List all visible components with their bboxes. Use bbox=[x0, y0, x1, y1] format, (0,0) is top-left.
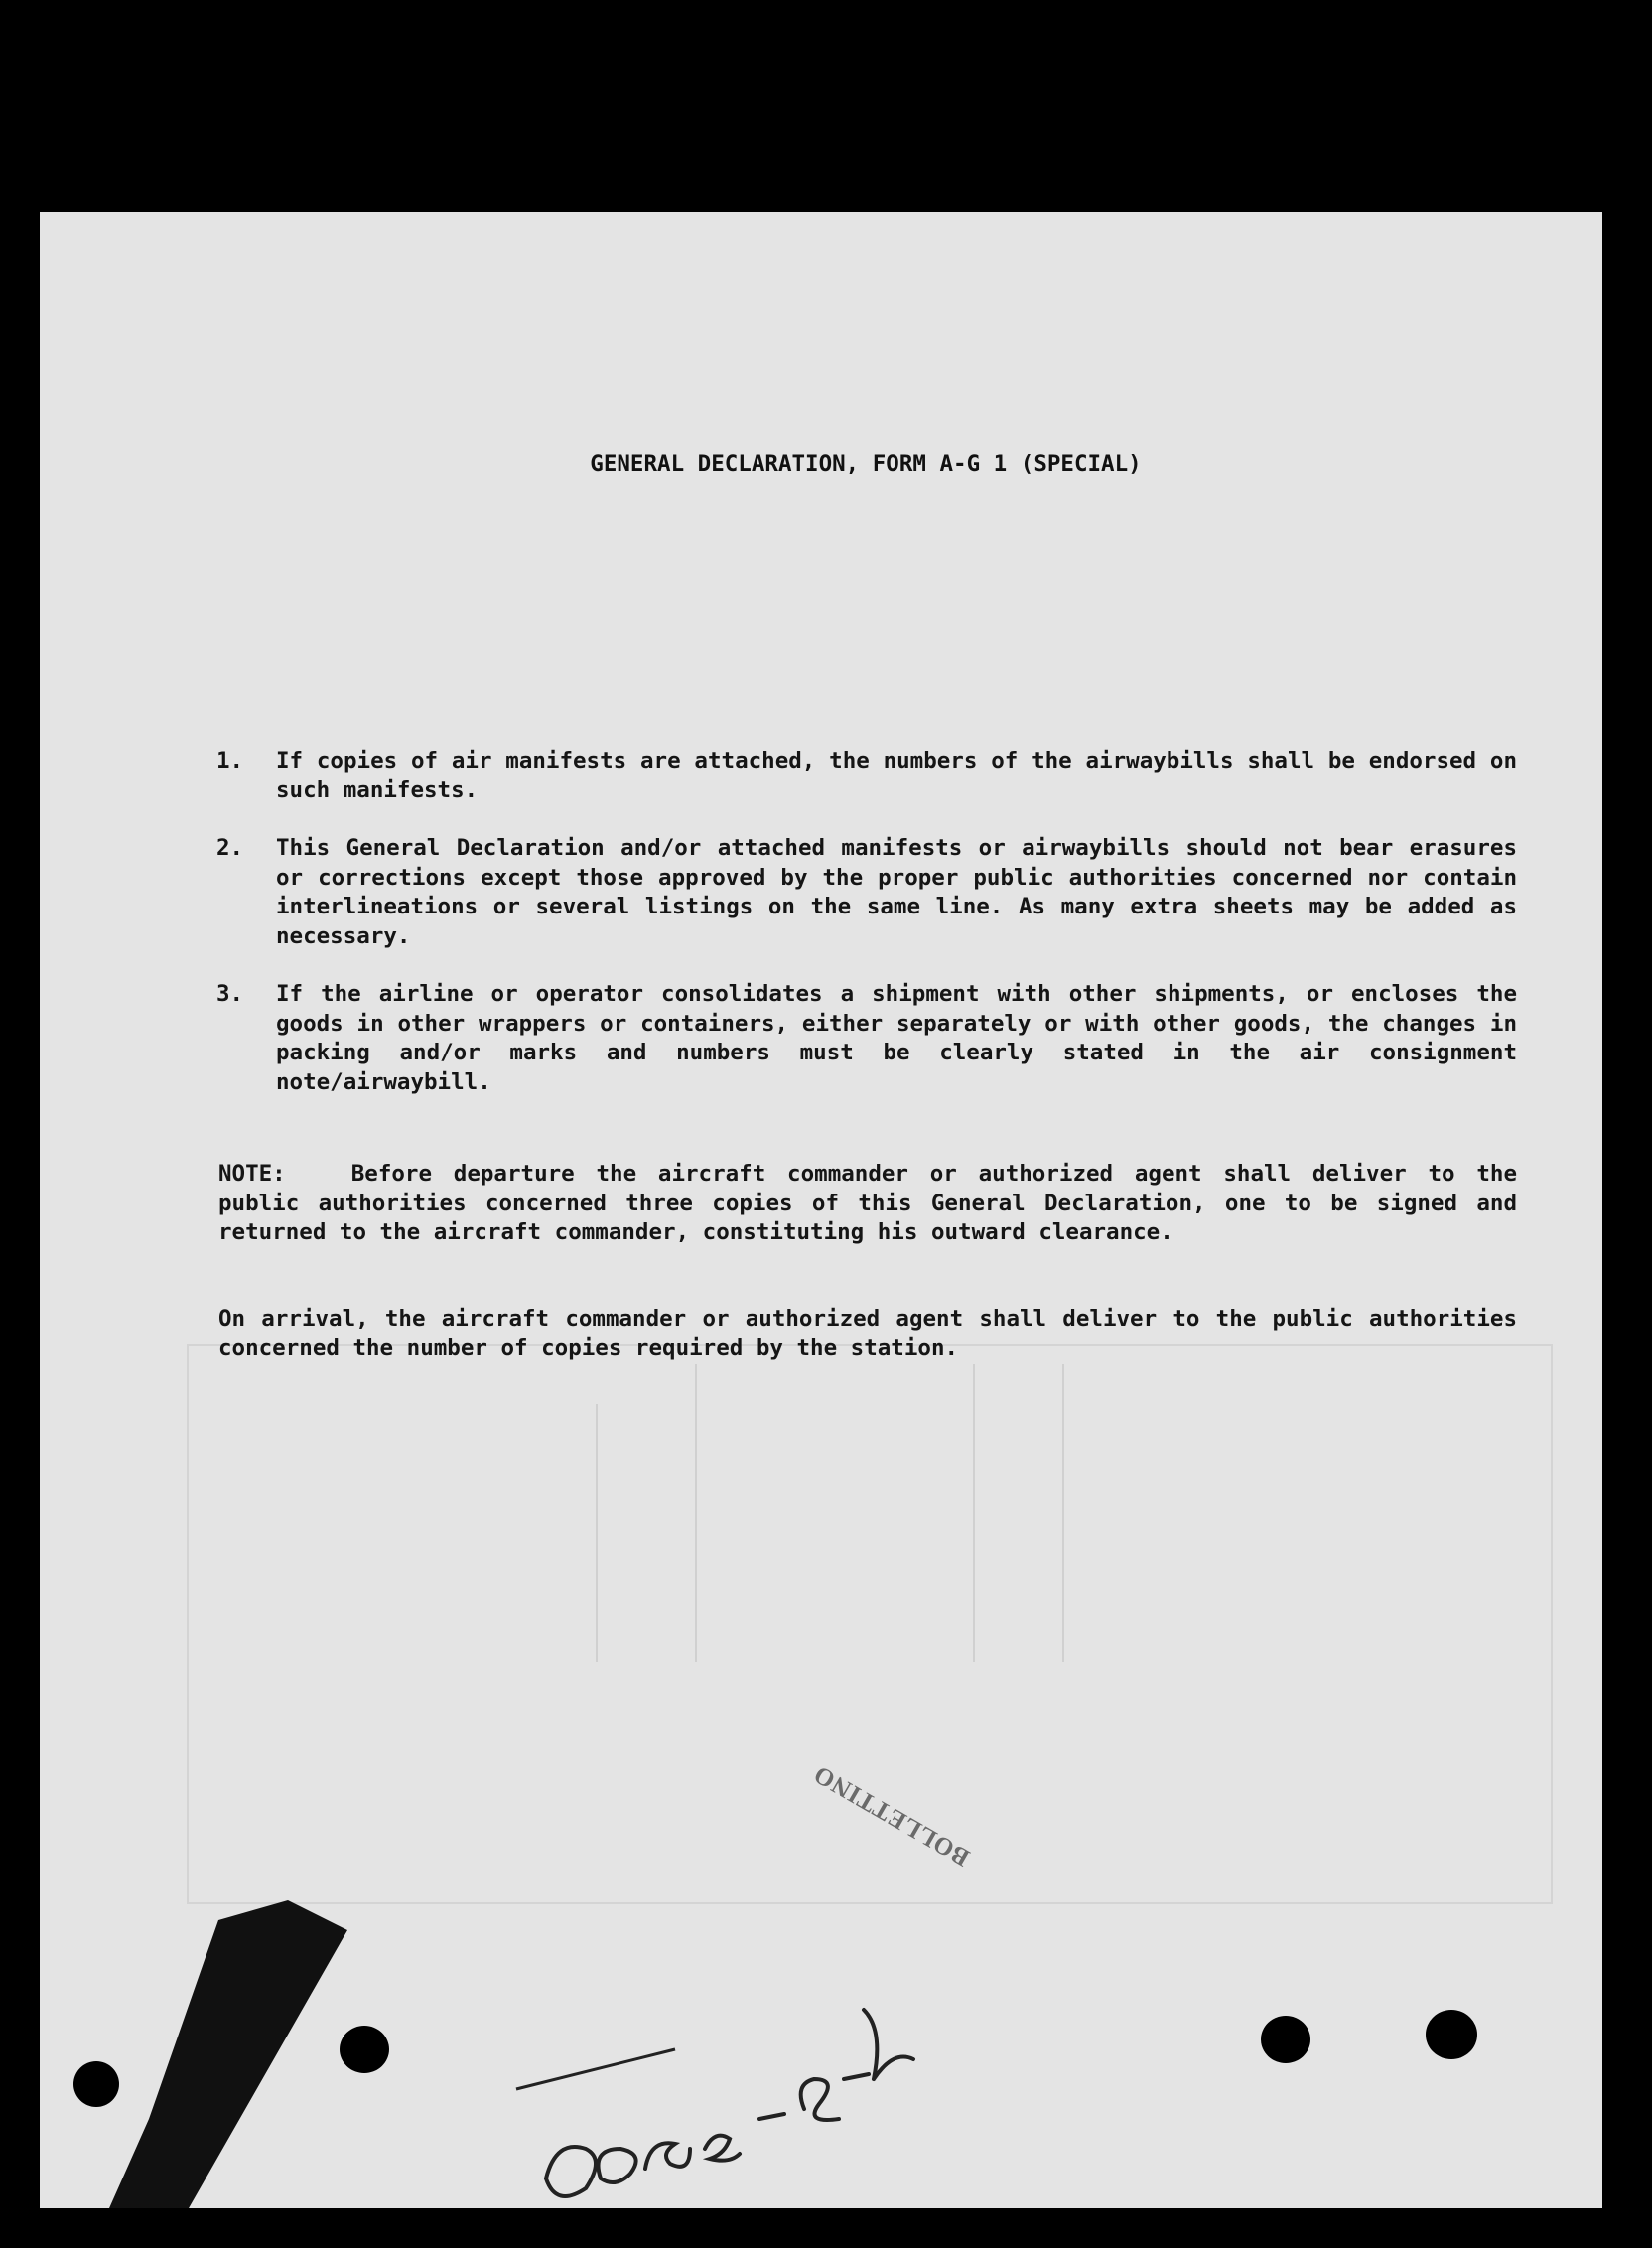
show-through-line bbox=[973, 1364, 975, 1662]
punch-hole bbox=[340, 2026, 389, 2073]
show-through-line bbox=[695, 1364, 697, 1662]
punch-hole bbox=[1261, 2016, 1310, 2063]
punch-hole bbox=[1426, 2010, 1477, 2059]
show-through-form-box bbox=[187, 1344, 1553, 1904]
item-number: 1. bbox=[216, 748, 244, 773]
arrival-paragraph: On arrival, the aircraft commander or authorized agent shall deliver to the public authorities concerned the number of copies required by the station. bbox=[218, 1306, 1517, 1361]
list-item bbox=[216, 980, 1517, 1097]
show-through-line bbox=[596, 1404, 598, 1662]
list-item bbox=[216, 834, 1517, 951]
item-text: If copies of air manifests are attached, the numbers of the airwaybills shall be endorsed on such manifests. bbox=[276, 748, 1517, 803]
torn-corner-shadow bbox=[109, 1891, 367, 2208]
document-sheet bbox=[40, 212, 1602, 2208]
instruction-list bbox=[216, 747, 1517, 1126]
item-number: 3. bbox=[216, 981, 244, 1007]
note-label: NOTE: bbox=[218, 1161, 286, 1187]
note-text: Before departure the aircraft commander or authorized agent shall deliver to the public authorities concerned three copies of this General Declaration, one to be signed and returned to the aircraft commander, constituting his outward clearance. bbox=[218, 1161, 1517, 1245]
list-item bbox=[216, 747, 1517, 805]
handwritten-reference-number bbox=[506, 1990, 923, 2208]
punch-hole bbox=[73, 2061, 119, 2107]
rubber-stamp: BOLLETTINO bbox=[808, 1759, 975, 1872]
show-through-line bbox=[1062, 1364, 1064, 1662]
item-text: This General Declaration and/or attached manifests or airwaybills should not bear erasures or corrections except those approved by the proper public authorities concerned nor contain interlineations or several listings on the same line. As many extra sheets may be added as necessary. bbox=[276, 835, 1517, 949]
item-text: If the airline or operator consolidates a shipment with other shipments, or encloses the goods in other wrappers or containers, either separately or with other goods, the changes in packing and/or marks and numbers must be clearly stated in the air consignment note/airwaybill. bbox=[276, 981, 1517, 1095]
note-paragraph bbox=[218, 1160, 1517, 1248]
item-number: 2. bbox=[216, 835, 244, 861]
page-title: GENERAL DECLARATION, FORM A-G 1 (SPECIAL) bbox=[590, 451, 1142, 477]
